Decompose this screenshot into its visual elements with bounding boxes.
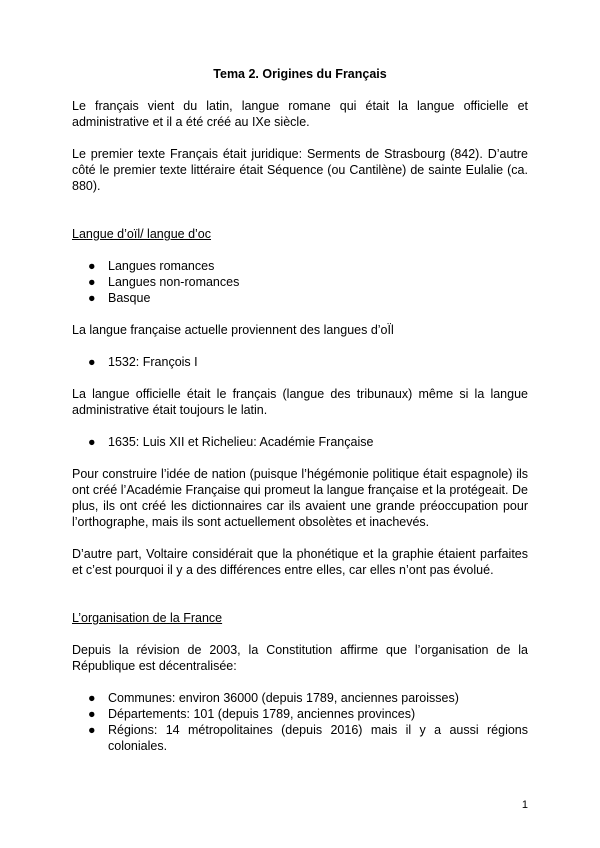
paragraph-langue-officielle: La langue officielle était le français (langue des tribunaux) même si la langue administrative était toujours le latin.: [72, 387, 528, 417]
page-number: 1: [521, 799, 528, 811]
list-item: ● 1532: François I: [88, 355, 198, 369]
paragraph-nation: Pour construire l’idée de nation (puisque l’hégémonie politique était espagnole) ils ont créé l’Académie Française qui promeut la langue française et la protégeait. De plus, ils ont créé les dictionnaires car ils avaient une grande préoccupation pour l’orthographe, mais ils sont actuellement obsolètes et inachevés.: [72, 467, 528, 529]
list-item: ● Régions: 14 métropolitaines (depuis 2016) mais il y a aussi régions coloniales.: [88, 723, 528, 753]
list-item: ● Basque: [88, 291, 151, 305]
bullet-icon: ●: [88, 723, 96, 737]
paragraph-first-texts: Le premier texte Français était juridique: Serments de Strasbourg (842). D’autre côté le premier texte littéraire était Séquence (ou Cantilène) de sainte Eulalie (ca. 880).: [72, 147, 528, 193]
page-title: Tema 2. Origines du Français: [213, 67, 387, 81]
paragraph-origin: Le français vient du latin, langue romane qui était la langue officielle et administrative et il a été créé au IXe siècle.: [72, 99, 528, 129]
bullet-icon: ●: [88, 355, 96, 369]
list-langues: [72, 258, 528, 306]
bullet-icon: ●: [88, 259, 96, 273]
bullet-icon: ●: [88, 707, 96, 721]
bullet-icon: ●: [88, 691, 96, 705]
list-item: ● 1635: Luis XII et Richelieu: Académie Française: [88, 435, 374, 449]
section-heading-langues: Langue d’oïl/ langue d’oc: [72, 227, 212, 241]
bullet-icon: ●: [88, 291, 96, 305]
list-item: ● Départements: 101 (depuis 1789, anciennes provinces): [88, 707, 416, 721]
spacer: [72, 210, 528, 226]
paragraph-langue-oil: La langue française actuelle proviennent des langues d’oÏl: [72, 323, 394, 337]
list-organisation: [72, 690, 528, 754]
list-item: ● Langues non-romances: [88, 275, 240, 289]
list-academie: [72, 434, 528, 450]
section-heading-organisation: L’organisation de la France: [72, 611, 223, 625]
list-item: ● Communes: environ 36000 (depuis 1789, anciennes paroisses): [88, 691, 459, 705]
bullet-icon: ●: [88, 435, 96, 449]
paragraph-constitution: Depuis la révision de 2003, la Constitution affirme que l’organisation de la République est décentralisée:: [72, 643, 528, 673]
list-francois: [72, 354, 528, 370]
paragraph-voltaire: D’autre part, Voltaire considérait que la phonétique et la graphie étaient parfaites et c’est pourquoi il y a des différences entre elles, car elles n’ont pas évolué.: [72, 547, 528, 577]
bullet-icon: ●: [88, 275, 96, 289]
spacer: [72, 594, 528, 610]
document-page: [72, 66, 528, 770]
list-item: ● Langues romances: [88, 259, 215, 273]
